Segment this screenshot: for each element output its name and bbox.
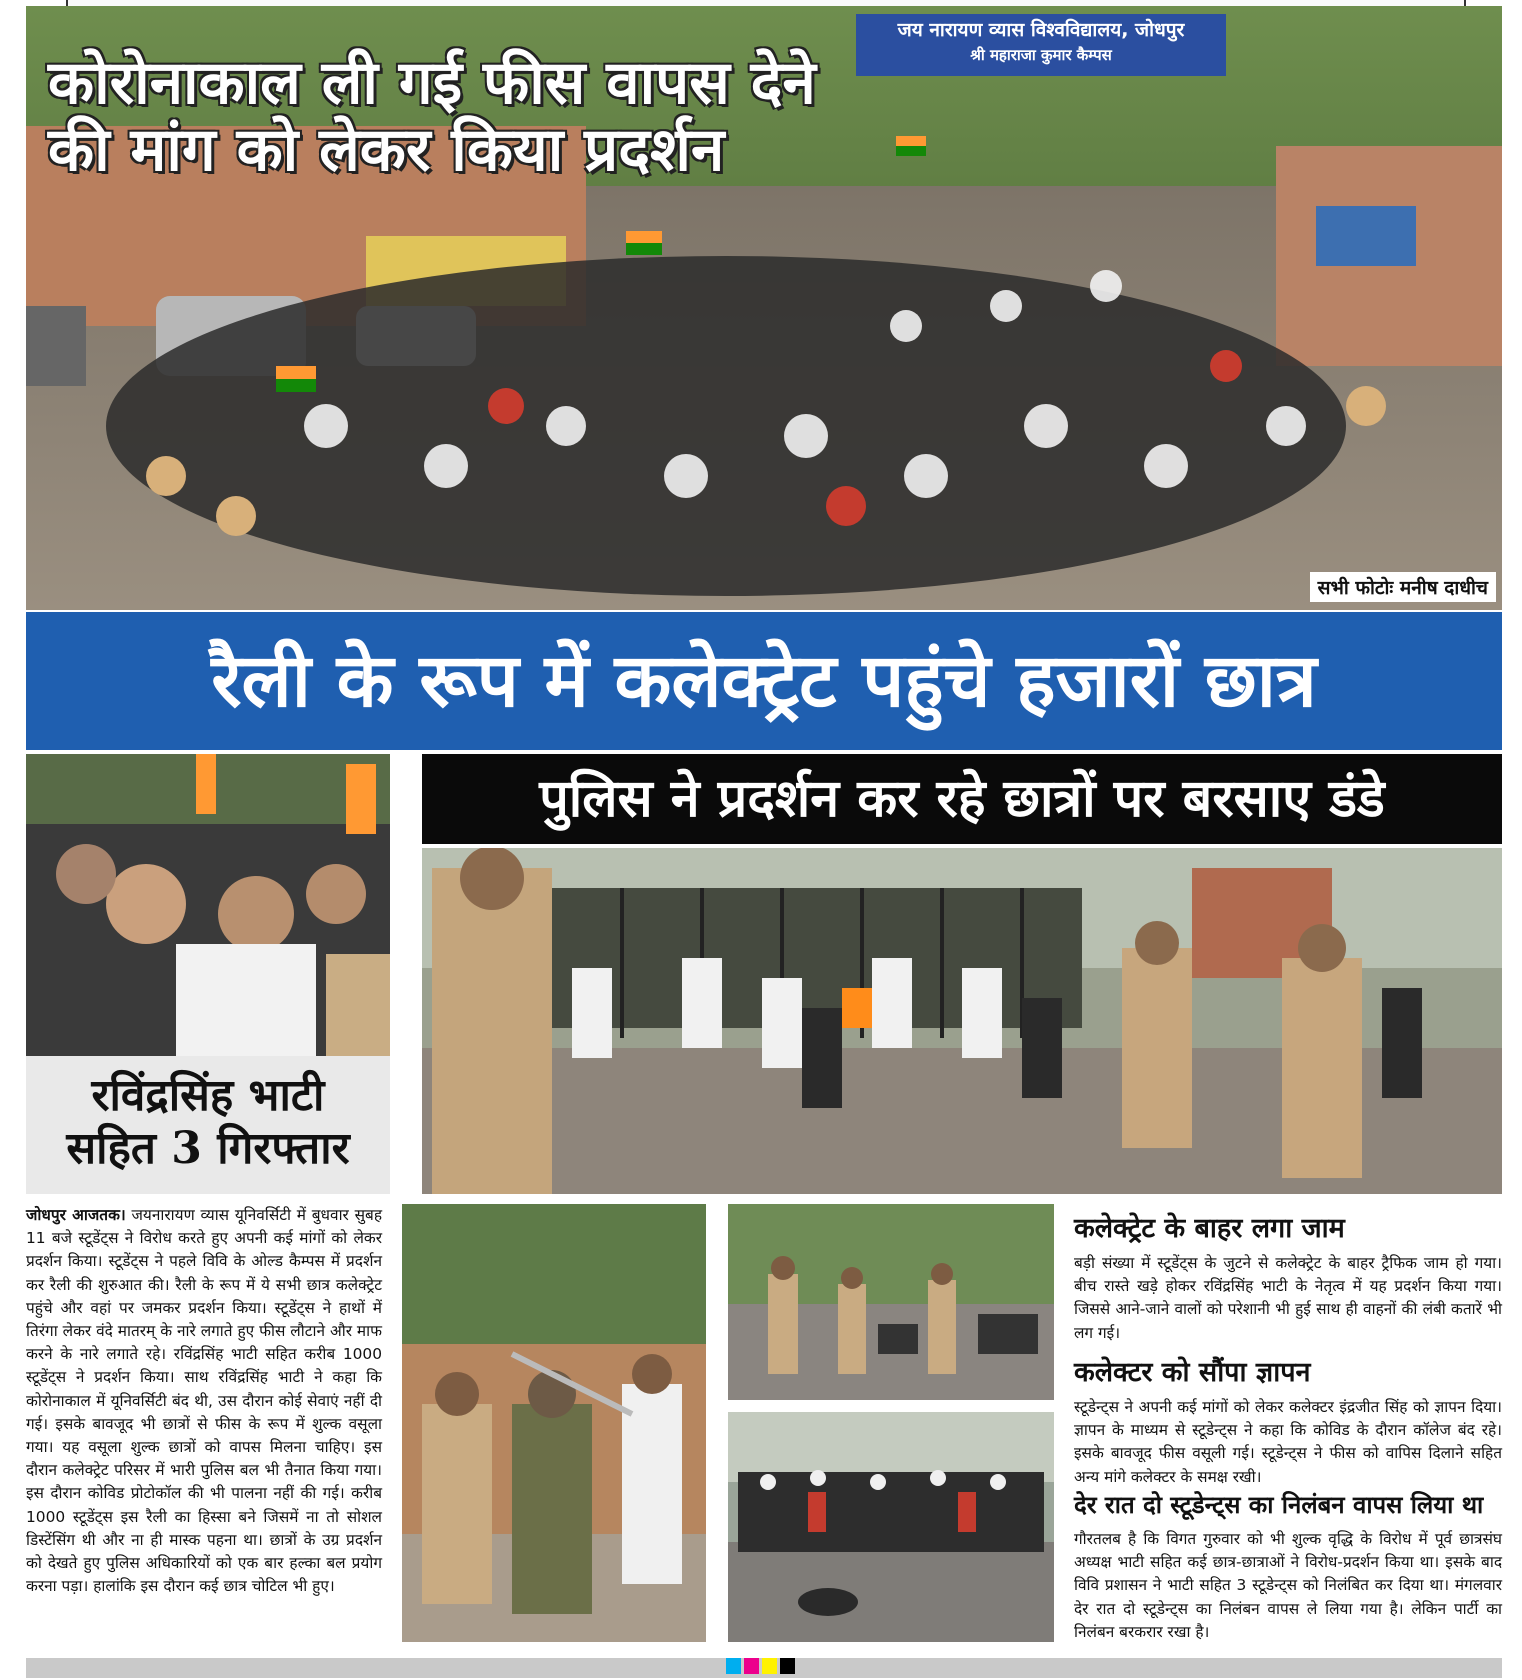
section-memorandum-heading: कलेक्टर को सौंपा ज्ञापन <box>1074 1357 1311 1388</box>
article-body-text: जयनारायण व्यास यूनिवर्सिटी में बुधवार सुबह 11 बजे स्टूडेंट्स ने विरोध करते हुए अपनी कई मांगों को लेकर प्रदर्शन किया। स्टूडेंट्स ने पहले विवि के ओल्ड कैम्पस में प्रदर्शन कर रैली की शुरुआत की। रैली के रूप में ये सभी छात्र कलेक्ट्रेट पहुंचे और वहां पर जमकर प्रदर्शन किया। स्टूडेंट्स ने हाथों में तिरंगा लेकर वंदे मातरम् के नारे लगाते हुए फीस लौटाने और माफ करने के नारे लगाते रहे। रविंद्रसिंह भाटी सहित करीब 1000 स्टूडेंट्स ने प्रदर्शन किया। साथ रविंद्रसिंह भाटी ने कहा कि कोरोनाकाल में यूनिवर्सिटी बंद थी, उस दौरान कोई सेवाएं नहीं दी गई। इसके बावजूद भी छात्रों से फीस के रूप में शुल्क वसूला गया। यह वसूला शुल्क छात्रों को वापस मिलना चाहिए। इस दौरान कलेक्ट्रेट परिसर में भारी पुलिस बल भी तैनात किया गया। इस दौरान कोविड प्रोटोकॉल की भी पालना नहीं की गई। करीब 1000 स्टूडेंट्स इस रैली का हिस्सा बने जिसमें ना तो सोशल डिस्टेंसिंग थी और ना ही मास्क पहना था। छात्रों के उग्र प्रदर्शन को देखते हुए पुलिस अधिकारियों को एक बार हल्का बल प्रयोग करना पड़ा। हालांकि इस दौरान कई छात्र चोटिल भी हुए। <box>26 1206 382 1596</box>
main-headline: रैली के रूप में कलेक्ट्रेट पहुंचे हजारों छात्र <box>211 638 1317 724</box>
section-suspension-body: गौरतलब है कि विगत गुरुवार को भी शुल्क वृद्धि के विरोध में पूर्व छात्रसंघ अध्यक्ष भाटी सहित कई छात्र-छात्राओं ने विरोध-प्रदर्शन किया था। इसके बाद विवि प्रशासन ने भाटी सहित 3 स्टूडेन्ट्स को निलंबित कर दिया था। मंगलवार देर रात दो स्टूडेन्ट्स का निलंबन वापस ले लिया गया है। लेकिन पार्टी का निलंबन बरकरार रखा है। <box>1074 1530 1502 1641</box>
police-charge-photo <box>422 848 1502 1194</box>
lathi-charge-illustration <box>402 1204 706 1642</box>
article-dateline: जोधपुर आजतक। <box>26 1206 126 1224</box>
section-jam-body: बड़ी संख्या में स्टूडेंट्स के जुटने से कलेक्ट्रेट के बाहर ट्रैफिक जाम हो गया। बीच रास्ते खड़े होकर रविंद्रसिंह भाटी के नेतृत्व में यह प्रदर्शन किया गया। जिससे आने-जाने वालों को परेशानी भी हुई साथ ही वाहनों की लंबी कतारें भी लग गई। <box>1074 1254 1502 1342</box>
arrest-caption-line-1: रविंद्रसिंह भाटी <box>91 1070 325 1121</box>
police-headline-band <box>422 754 1502 844</box>
lathi-charge-photo <box>402 1204 706 1642</box>
police-headline: पुलिस ने प्रदर्शन कर रहे छात्रों पर बरसाए डंडे <box>539 769 1385 829</box>
students-running-photo <box>728 1412 1054 1642</box>
photo-credit: सभी फोटोः मनीष दाधीच <box>1310 572 1496 602</box>
registration-mark-black <box>780 1658 795 1674</box>
police-street-illustration <box>728 1204 1054 1400</box>
registration-mark-yellow <box>762 1658 777 1674</box>
registration-mark-magenta <box>744 1658 759 1674</box>
photo-headline-line-2: की मांग को लेकर किया प्रदर्शन <box>48 115 725 186</box>
section-suspension-heading: देर रात दो स्टूडेन्ट्स का निलंबन वापस लिया था <box>1074 1491 1484 1519</box>
registration-mark-cyan <box>726 1658 741 1674</box>
arrest-caption-line-2: सहित 3 गिरफ्तार <box>66 1122 350 1174</box>
arrest-photo <box>26 754 390 1056</box>
photo-headline-line-1: कोरोनाकाल ली गई फीस वापस देने <box>48 48 816 118</box>
students-running-illustration <box>728 1412 1054 1642</box>
section-jam-heading: कलेक्ट्रेट के बाहर लगा जाम <box>1074 1213 1345 1244</box>
main-headline-band <box>26 612 1502 750</box>
police-street-photo <box>728 1204 1054 1400</box>
rally-photo <box>26 6 1502 610</box>
police-charge-illustration <box>422 848 1502 1194</box>
arrest-caption <box>26 1056 390 1194</box>
arrest-photo-illustration <box>26 754 390 1056</box>
photo-headline <box>48 50 948 184</box>
article-body <box>26 1204 382 1654</box>
section-memorandum-body: स्टूडेन्ट्स ने अपनी कई मांगों को लेकर कलेक्टर इंद्रजीत सिंह को ज्ञापन दिया। ज्ञापन के माध्यम से स्टूडेन्ट्स ने कहा कि कोविड के दौरान कॉलेज बंद रहे। इसके बावजूद फीस वसूली गई। स्टूडेन्ट्स ने फीस को वापिस दिलाने सहित अन्य मांगे कलेक्टर के समक्ष रखी। <box>1074 1398 1502 1486</box>
banner-line-2: श्री महाराजा कुमार कैम्पस <box>970 46 1112 64</box>
banner-line-1: जय नारायण व्यास विश्वविद्यालय, जोधपुर <box>897 19 1185 41</box>
